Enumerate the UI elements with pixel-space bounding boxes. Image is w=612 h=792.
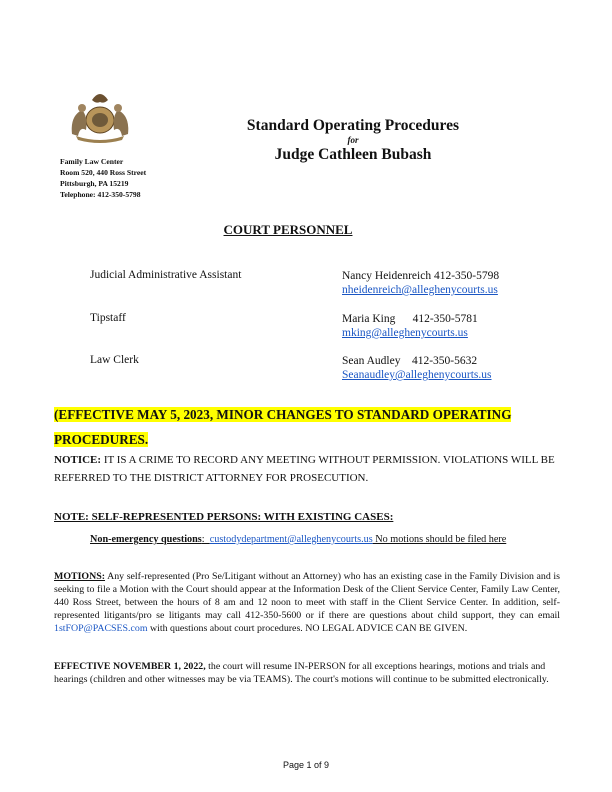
staff-contact xyxy=(342,312,478,340)
recording-notice xyxy=(54,451,560,487)
highlighted-text: (EFFECTIVE MAY 5, 2023, MINOR CHANGES TO STANDARD OPERATING PROCEDURES. xyxy=(54,407,512,447)
notice-text: IT IS A CRIME TO RECORD ANY MEETING WITHOUT PERMISSION. VIOLATIONS WILL BE REFERRED TO THE DISTRICT ATTORNEY FOR PROSECUTION. xyxy=(54,454,555,484)
effective-november-paragraph xyxy=(54,660,560,686)
staff-role: Judicial Administrative Assistant xyxy=(90,269,242,281)
fop-email-link[interactable]: 1stFOP@PACSES.com xyxy=(54,623,148,635)
court-personnel-heading: COURT PERSONNEL xyxy=(223,222,353,237)
title-line-1: Standard Operating Procedures xyxy=(246,117,460,134)
title-line-2: Judge Cathleen Bubash xyxy=(274,146,432,163)
effective-notice xyxy=(54,402,554,452)
motions-paragraph xyxy=(54,570,560,635)
staff-name-phone: Nancy Heidenreich 412-350-5798 xyxy=(342,270,500,282)
address-block xyxy=(60,156,146,200)
non-emergency-paragraph xyxy=(54,533,560,546)
title-for: for xyxy=(347,135,359,145)
motions-label: MOTIONS: xyxy=(54,571,106,582)
staff-name-phone: Maria King 412-350-5781 xyxy=(342,313,478,325)
non-emergency-sep: : xyxy=(201,534,210,545)
effective-november-text: the court will resume IN-PERSON for all exceptions hearings, motions and trials and hearings (children and other witnesses may be via TEAMS). The court's motions will continue to be submitted electronically. xyxy=(54,661,549,686)
address-line: Pittsburgh, PA 15219 xyxy=(60,179,129,188)
motions-text-b: with questions about court procedures. NO LEGAL ADVICE CAN BE GIVEN. xyxy=(147,623,468,635)
non-emergency-label: Non-emergency questions xyxy=(90,534,202,545)
staff-contact xyxy=(342,354,492,382)
address-line: Family Law Center xyxy=(60,157,124,166)
notice-label: NOTICE: xyxy=(54,454,102,466)
non-emergency-text: No motions should be filed here xyxy=(372,534,507,545)
address-line: Telephone: 412-350-5798 xyxy=(60,190,141,199)
page-number: Page 1 of 9 xyxy=(282,760,330,770)
pennsylvania-seal-icon xyxy=(66,86,134,144)
self-represented-heading: NOTE: SELF-REPRESENTED PERSONS: WITH EXISTING CASES: xyxy=(54,511,394,523)
staff-name-phone: Sean Audley 412-350-5632 xyxy=(342,355,478,367)
staff-role: Law Clerk xyxy=(90,354,139,366)
staff-email-link[interactable]: nheidenreich@alleghenycourts.us xyxy=(342,284,498,296)
custody-email-link[interactable]: custodydepartment@alleghenycourts.us xyxy=(209,534,373,545)
staff-email-link[interactable]: Seanaudley@alleghenycourts.us xyxy=(342,369,492,381)
motions-text-a: Any self-represented (Pro Se/Litigant without an Attorney) who has an existing case in the Family Division and is seeking to file a Motion with the Court should appear at the Information Desk of the Client Service Center, Family Law Center, 440 Ross Street, between the hours of 8 am and 12 noon to meet with staff in the Client Service Center. In addition, self-represented litigants/pro se litigants may call 412-350-5600 or if there are questions about child support, they can email xyxy=(54,571,560,622)
effective-november-label: EFFECTIVE NOVEMBER 1, 2022, xyxy=(54,661,206,672)
document-title xyxy=(226,116,480,165)
staff-role: Tipstaff xyxy=(90,312,126,324)
staff-contact xyxy=(342,269,499,297)
address-line: Room 520, 440 Ross Street xyxy=(60,168,147,177)
staff-email-link[interactable]: mking@alleghenycourts.us xyxy=(342,327,468,339)
